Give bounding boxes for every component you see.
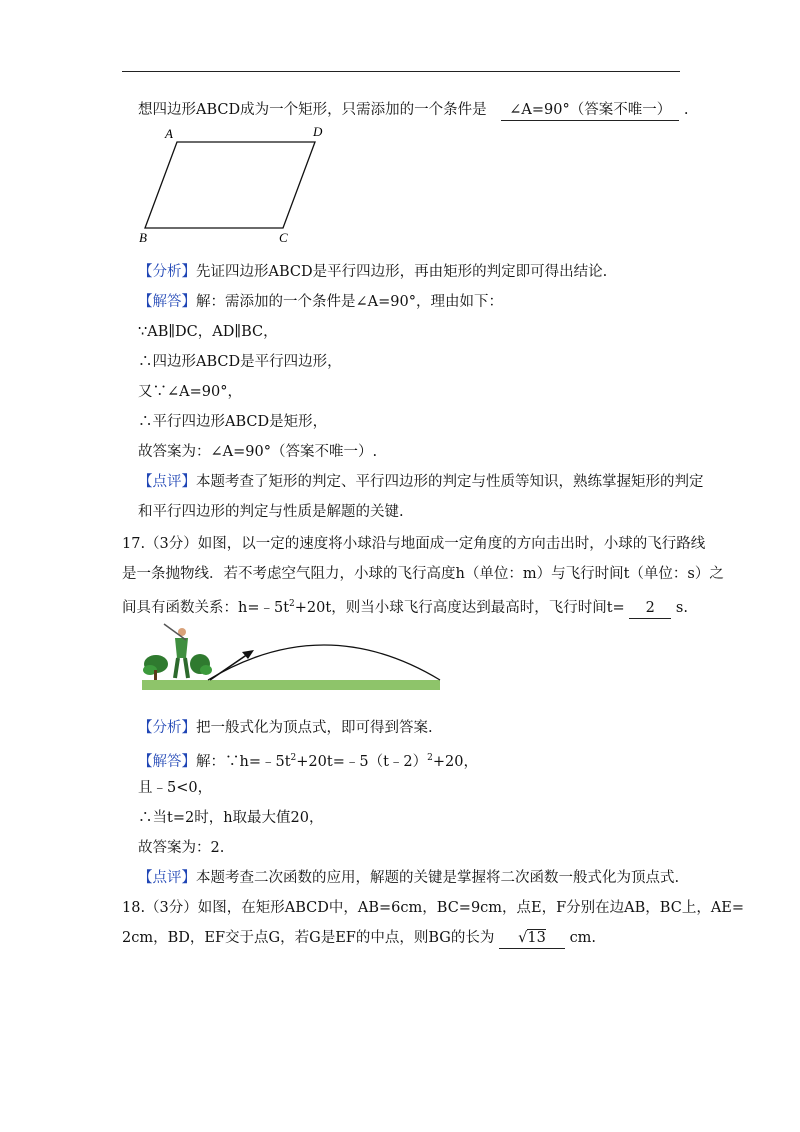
bush-right-icon xyxy=(190,654,212,675)
q18-answer-blank xyxy=(499,928,565,949)
q17-exponent: 2 xyxy=(289,599,295,609)
q16-solution-line-3: ∴四边形ABCD是平行四边形， xyxy=(138,354,342,370)
q16-stem-end: . xyxy=(683,102,689,118)
launch-direction-arrow xyxy=(210,654,248,680)
vertex-label-a: A xyxy=(165,126,173,141)
solution-tag: 【解答】 xyxy=(138,294,196,310)
comment-tag: 【点评】 xyxy=(138,870,196,886)
parallelogram-figure xyxy=(135,122,335,247)
q17-answer-blank: 2 xyxy=(629,598,671,619)
q17-analysis xyxy=(138,718,433,738)
solution-text: 解：需添加的一个条件是∠A=90°，理由如下： xyxy=(196,294,503,310)
analysis-text: 先证四边形ABCD是平行四边形，再由矩形的判定即可得出结论. xyxy=(196,264,608,280)
q17-comment xyxy=(138,868,679,888)
q16-comment-line-2: 和平行四边形的判定与性质是解题的关键. xyxy=(138,504,404,520)
vertex-label-d: D xyxy=(313,124,323,139)
vertex-label-c: C xyxy=(279,230,288,245)
q17-solution-line-3: ∴当t=2时，h取最大值20， xyxy=(138,810,324,826)
q17-sol-exponent-2: 2 xyxy=(427,753,433,763)
q16-analysis xyxy=(138,262,607,282)
q18-stem-line-1: 18.（3分）如图，在矩形ABCD中，AB=6cm，BC=9cm，点E，F分别在边AB，BC上，AE= xyxy=(122,900,745,916)
comment-text: 本题考查二次函数的应用，解题的关键是掌握将二次函数一般式化为顶点式. xyxy=(196,870,680,886)
sqrt-icon: √ xyxy=(518,930,528,946)
q16-comment-line-1 xyxy=(138,472,704,492)
q17-solution-line-4: 故答案为：2. xyxy=(138,840,225,856)
analysis-tag: 【分析】 xyxy=(138,720,196,736)
comment-tag: 【点评】 xyxy=(138,474,196,490)
golfer-icon xyxy=(164,624,188,678)
q16-solution-line-2: ∵AB∥DC，AD∥BC， xyxy=(138,324,278,340)
q17-solution-line-1 xyxy=(138,748,478,772)
q16-solution-line-6: 故答案为：∠A=90°（答案不唯一）. xyxy=(138,444,378,460)
q18-answer-radicand: 13 xyxy=(527,930,546,946)
q17-formula-part-1: 间具有函数关系：h=﹣5t xyxy=(122,600,290,616)
q17-sol-part-2: +20t=﹣5（t﹣2） xyxy=(296,754,428,770)
q17-sol-part-1: 解：∵h=﹣5t xyxy=(196,754,291,770)
solution-tag: 【解答】 xyxy=(138,754,196,770)
ball-trajectory-arc xyxy=(208,645,440,680)
bush-left-icon xyxy=(143,655,168,680)
comment-text: 本题考查了矩形的判定、平行四边形的判定与性质等知识，熟练掌握矩形的判定 xyxy=(196,474,704,490)
vertex-label-b: B xyxy=(139,230,147,245)
q16-answer-blank: ∠A=90°（答案不唯一） xyxy=(501,100,679,121)
q17-formula-part-2: +20t，则当小球飞行高度达到最高时，飞行时间t= xyxy=(294,600,625,616)
q16-solution-line-4: 又∵∠A=90°， xyxy=(138,384,242,400)
q16-stem-text: 想四边形ABCD成为一个矩形，只需添加的一个条件是 xyxy=(138,102,487,118)
q18-stem-line-2 xyxy=(122,928,596,949)
analysis-text: 把一般式化为顶点式，即可得到答案. xyxy=(196,720,433,736)
q17-stem-line-3 xyxy=(122,594,688,619)
q16-solution-line-1 xyxy=(138,292,503,312)
q17-sol-part-3: +20， xyxy=(432,754,478,770)
q17-stem-line-2: 是一条抛物线．若不考虑空气阻力，小球的飞行高度h（单位：m）与飞行时间t（单位：s）之 xyxy=(122,566,724,582)
parallelogram-shape xyxy=(145,142,315,228)
q16-solution-line-5: ∴平行四边形ABCD是矩形， xyxy=(138,414,328,430)
q17-stem-line-1: 17.（3分）如图，以一定的速度将小球沿与地面成一定角度的方向击出时，小球的飞行路线 xyxy=(122,536,706,552)
q17-stem-end: s. xyxy=(675,600,688,616)
analysis-tag: 【分析】 xyxy=(138,264,196,280)
ground-strip xyxy=(142,680,440,690)
golf-trajectory-figure xyxy=(142,620,442,692)
header-rule xyxy=(122,71,680,72)
q18-stem-end: cm. xyxy=(569,930,597,946)
q17-solution-line-2: 且﹣5<0， xyxy=(138,780,213,796)
q17-sol-exponent: 2 xyxy=(290,753,297,763)
q16-stem xyxy=(138,100,688,121)
q18-stem-text: 2cm，BD，EF交于点G，若G是EF的中点，则BG的长为 xyxy=(122,930,495,946)
